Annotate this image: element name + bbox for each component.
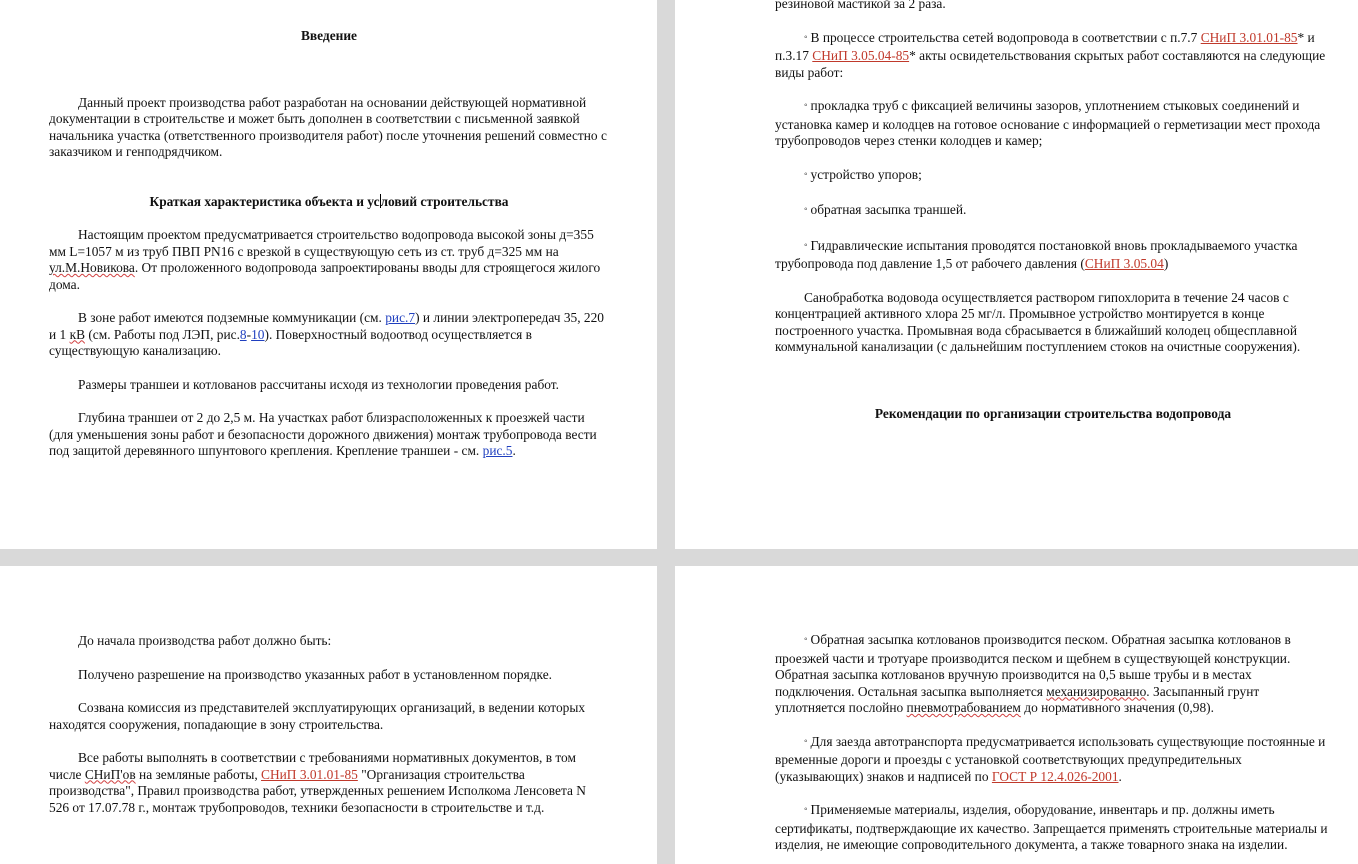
document-page-4 bbox=[675, 566, 1358, 864]
page-2-body bbox=[775, 0, 1331, 439]
text-run: Гидравлические испытания проводятся постановкой вновь прокладываемого участка трубопровода под давление 1,5 от рабочего давления ( bbox=[775, 237, 1298, 271]
bullet-vehicle-access[interactable] bbox=[775, 734, 1331, 786]
heading-introduction: Введение bbox=[300, 28, 358, 43]
link-fig-8[interactable]: 8 bbox=[239, 326, 247, 342]
bullet-icon: ◦ bbox=[804, 168, 808, 180]
bullet-icon: ◦ bbox=[804, 634, 808, 645]
bullet-icon: ◦ bbox=[804, 31, 808, 43]
text-run: ) bbox=[1163, 256, 1169, 271]
text-run: прокладка труб с фиксацией величины зазоров, уплотнением стыковых соединений и установка камер и колодцев на готовое основание с информацией о герметизации мест прохода трубопроводов через стенки колодцев и камер; bbox=[775, 98, 1321, 148]
text-run: * и п.3.17 bbox=[775, 29, 1315, 63]
link-fig-5[interactable]: рис.5 bbox=[482, 443, 513, 458]
text-run: устройство упоров; bbox=[810, 166, 922, 182]
document-page-1 bbox=[0, 0, 657, 549]
kv-spelling: кВ bbox=[69, 326, 85, 342]
text-run: Обратная засыпка котлованов производится песком. Обратная засыпка котлованов в проезжей части и тротуаре производится песком и щебнем в существующей конструкции. Обратная засыпка котлованов вручную производится на 0,5 выше трубы и в местах подключения. Остальная засыпка выполняется bbox=[775, 632, 1291, 699]
link-snip-3-05-04[interactable]: СНиП 3.05.04 bbox=[1084, 256, 1164, 271]
link-snip-3-05-04-85[interactable]: СНиП 3.05.04-85 bbox=[812, 48, 910, 63]
bullet-pipe-laying[interactable] bbox=[775, 98, 1331, 150]
text-run: (см. Работы под ЛЭП, рис. bbox=[85, 326, 240, 342]
bullet-icon: ◦ bbox=[804, 204, 808, 215]
paragraph-permission[interactable]: Получено разрешение на производство указанных работ в установленном порядке. bbox=[78, 666, 552, 682]
heading-part-b: ловий строительства bbox=[380, 193, 509, 209]
text-run: Настоящим проектом предусматривается строительство водопровода высокой зоны д=355 мм L=1057 м из труб ПВП PN16 с врезкой в существующую сеть из ст. труб д=325 мм на bbox=[49, 227, 594, 259]
text-run: "Организация строительства производства", Правил производства работ, утвержденных решением Исполкома Ленсовета N 526 от 17.07.78 г., монтаж трубопроводов, техники безопасности в строительстве и т.д. bbox=[49, 766, 586, 815]
bullet-hydraulic-tests[interactable] bbox=[775, 238, 1331, 273]
document-page-2 bbox=[675, 0, 1358, 549]
text-run: . bbox=[1118, 768, 1122, 784]
street-name-spelling: ул.М.Новикова bbox=[49, 260, 135, 275]
link-snip-3-01-01-85[interactable]: СНиП 3.01.01-85 bbox=[261, 766, 358, 782]
text-run: . bbox=[512, 443, 516, 458]
paragraph-continuation[interactable]: резиновой мастикой за 2 раза. bbox=[775, 0, 946, 11]
paragraph-regulations[interactable] bbox=[49, 750, 609, 816]
pneumatic-spelling: пневмотрабованием bbox=[906, 700, 1021, 715]
paragraph-depth[interactable] bbox=[49, 410, 609, 460]
bullet-hidden-works[interactable] bbox=[775, 30, 1331, 82]
paragraph-intro[interactable]: Данный проект производства работ разработан на основании действующей нормативной документации в строительстве и может быть дополнен в соответствии с письменной заявкой начальника участка (ответственного производителя работ) после уточнения решений совместно с заказчиком и генподрядчиком. bbox=[49, 94, 607, 159]
paragraph-sanitation[interactable]: Санобработка водовода осуществляется раствором гипохлорита в течение 24 часов с концентрацией активного хлора 25 мг/л. Промывное устройство монтируется в конце построенного участка. Промывная вода сбрасывается в ближайший колодец общесплавной коммунальной канализации (с дальнейшим поступлением стоков на очистные сооружения). bbox=[775, 289, 1301, 354]
text-run: В процессе строительства сетей водопровода в соответствии с п.7.7 bbox=[810, 29, 1201, 45]
link-gost-12-4-026-2001[interactable]: ГОСТ Р 12.4.026-2001 bbox=[991, 768, 1119, 784]
mechanized-spelling: механизированно bbox=[1046, 683, 1147, 699]
text-run: на земляные работы, bbox=[135, 766, 262, 782]
text-run: Для заезда автотранспорта предусматривается использовать существующие постоянные и временные дороги и проезды с установкой соответствующих предупредительных (указывающих) знаков и надписей по bbox=[775, 733, 1326, 784]
bullet-icon: ◦ bbox=[804, 239, 808, 251]
text-run: Применяемые материалы, изделия, оборудование, инвентарь и пр. должны иметь сертификаты, подтверждающие их качество. Запрещается применять строительные материалы и изделия, не имеющие сопроводительного документа, а также товарного знака на изделии. bbox=[775, 802, 1328, 852]
page-3-body bbox=[49, 633, 609, 833]
bullet-materials[interactable] bbox=[775, 802, 1331, 854]
bullet-stops[interactable] bbox=[775, 167, 1331, 186]
bullet-icon: ◦ bbox=[804, 804, 808, 815]
bullet-icon: ◦ bbox=[804, 735, 808, 747]
text-run: ) и линии электропередач 35, 220 и 1 bbox=[49, 310, 605, 342]
page-1-body bbox=[49, 28, 609, 477]
paragraph-commission[interactable]: Созвана комиссия из представителей эксплуатирующих организаций, в ведении которых находятся сооружения, попадающие в зону строительства. bbox=[49, 700, 586, 732]
link-fig-10[interactable]: 10 bbox=[251, 326, 265, 342]
paragraph-project[interactable] bbox=[49, 227, 609, 293]
paragraph-dimensions[interactable]: Размеры траншеи и котлованов рассчитаны исходя из технологии проведения работ. bbox=[78, 376, 559, 392]
text-run: обратная засыпка траншей. bbox=[810, 202, 967, 217]
heading-recommendations: Рекомендации по организации строительства водопровода bbox=[874, 405, 1232, 421]
bullet-icon: ◦ bbox=[804, 100, 808, 111]
document-page-3 bbox=[0, 566, 657, 864]
snip-plural-spelling: СНиП'ов bbox=[84, 766, 136, 782]
paragraph-before-start[interactable]: До начала производства работ должно быть: bbox=[78, 633, 332, 648]
link-snip-3-01-01-85[interactable]: СНиП 3.01.01-85 bbox=[1200, 29, 1298, 45]
bullet-pit-backfill[interactable] bbox=[775, 632, 1331, 717]
text-run: . От проложенного водопровода запроектированы вводы для строящегося жилого дома. bbox=[49, 260, 601, 292]
bullet-backfill[interactable] bbox=[775, 202, 1331, 221]
heading-part-a: Краткая характеристика объекта и ус bbox=[149, 193, 380, 209]
text-run: В зоне работ имеются подземные коммуникации (см. bbox=[78, 310, 386, 325]
text-run: - bbox=[246, 326, 252, 342]
text-run: * акты освидетельствования скрытых работ составляются на следующие виды работ: bbox=[775, 48, 1326, 80]
link-fig-7[interactable]: рис.7 bbox=[385, 310, 416, 325]
paragraph-communications[interactable] bbox=[49, 310, 609, 360]
text-run: Все работы выполнять в соответствии с требованиями нормативных документов, в том числе bbox=[49, 750, 576, 782]
text-run: Глубина траншеи от 2 до 2,5 м. На участках работ близрасположенных к проезжей части (для уменьшения зоны работ и безопасности дорожного движения) монтаж трубопровода вести под защитой деревянного шпунтового крепления. Крепление траншеи - см. bbox=[49, 410, 597, 458]
text-run: . Засыпанный грунт уплотняется послойно bbox=[775, 683, 1260, 715]
text-run: до нормативного значения (0,98). bbox=[1020, 700, 1214, 715]
page-4-body bbox=[775, 632, 1331, 864]
text-run: ). Поверхностный водоотвод осуществляется в существующую канализацию. bbox=[49, 326, 532, 358]
heading-object-characteristics[interactable] bbox=[49, 194, 609, 211]
